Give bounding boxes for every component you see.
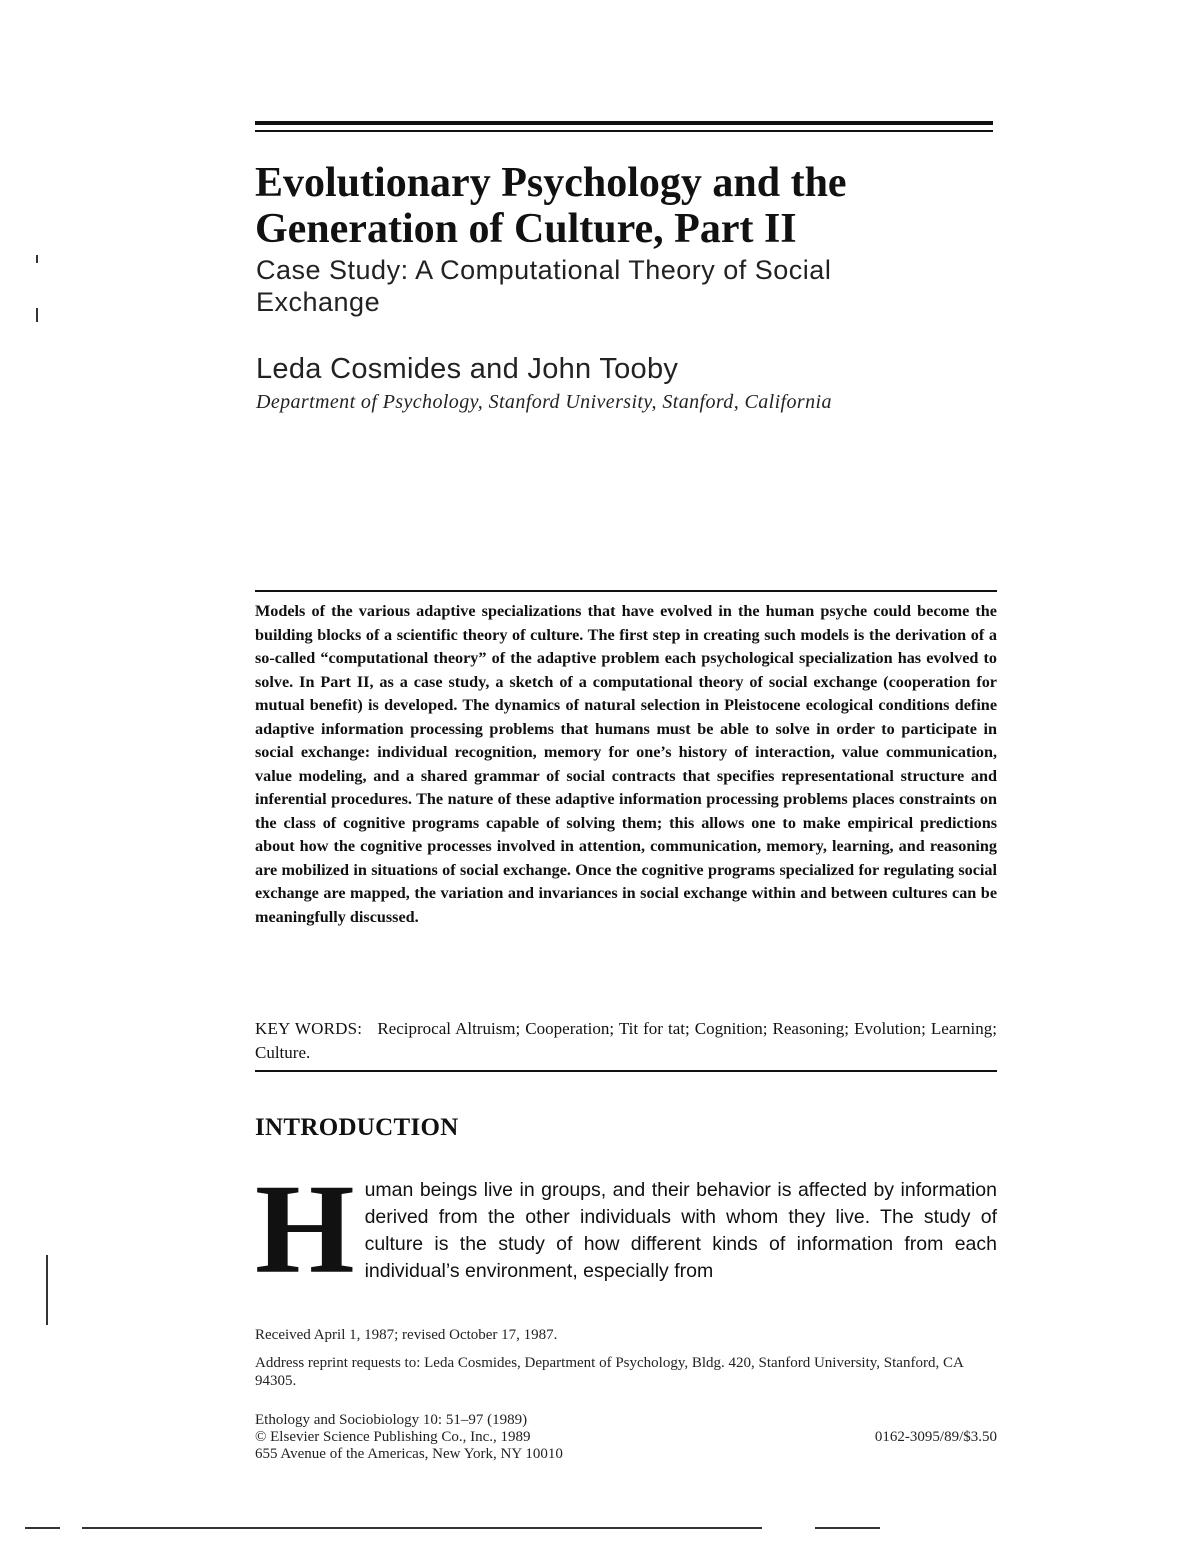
footnotes	[255, 1326, 997, 1400]
journal-citation: Ethology and Sociobiology 10: 51–97 (1989)	[255, 1412, 528, 1428]
abstract-text: Models of the various adaptive specializations that have evolved in the human psyche could become the building blocks of a scientific theory of culture. The first step in creating such models is the derivation of a so-called “computational theory” of the adaptive problem each psychological specialization has evolved to solve. In Part II, as a case study, a sketch of a computational theory of social exchange (cooperation for mutual benefit) is developed. The dynamics of natural selection in Pleistocene ecological conditions define adaptive information processing problems that humans must be able to solve in order to participate in social exchange: individual recognition, memory for one’s history of interaction, value communication, value modeling, and a shared grammar of social contracts that specifies representational structure and inferential procedures. The nature of these adaptive information processing problems places constraints on the class of cognitive programs capable of solving them; this allows one to make empirical predictions about how the cognitive processes involved in attention, communication, memory, learning, and reasoning are mobilized in situations of social exchange. Once the cognitive programs specialized for regulating social exchange are mapped, the variation and invariances in social exchange within and between cultures can be meaningfully discussed.	[255, 602, 997, 926]
section-heading-introduction: INTRODUCTION	[255, 1114, 459, 1141]
abstract-top-rule	[255, 590, 997, 592]
subtitle-line-1: Case Study: A Computational Theory of Social	[256, 255, 832, 285]
drop-cap: H	[255, 1158, 355, 1300]
publisher-address: 655 Avenue of the Americas, New York, NY 10010	[255, 1446, 563, 1462]
scan-artifact-bottom-line-3	[815, 1527, 880, 1529]
scan-artifact-bottom-line-1	[25, 1527, 60, 1529]
keywords-label: KEY WORDS:	[255, 1019, 363, 1038]
introduction-paragraph	[255, 1158, 997, 1300]
scan-artifact-left-mark-2	[36, 308, 38, 322]
introduction-text: uman beings live in groups, and their behavior is affected by information derived from the other individuals with whom they live. The study of culture is the study of how different kinds of information from each individual’s environment, especially from	[364, 1179, 997, 1282]
scan-artifact-bottom-line-2	[82, 1527, 762, 1529]
issn: 0162-3095/89/$3.50	[874, 1429, 997, 1445]
article-title	[255, 160, 1015, 252]
authors: Leda Cosmides and John Tooby	[256, 353, 679, 385]
scan-artifact-left-mark-1	[36, 255, 38, 263]
reprint-address: Address reprint requests to: Leda Cosmides, Department of Psychology, Bldg. 420, Stanford University, Stanford, CA 94305.	[255, 1355, 963, 1389]
publication-info	[255, 1412, 997, 1463]
affiliation: Department of Psychology, Stanford University, Stanford, California	[256, 391, 832, 413]
scan-artifact-left-mark-3	[46, 1255, 48, 1325]
top-rule-thin	[255, 130, 993, 132]
article-subtitle	[256, 254, 956, 318]
copyright: © Elsevier Science Publishing Co., Inc., 1989	[255, 1429, 531, 1445]
subtitle-line-2: Exchange	[256, 287, 381, 317]
copyright-row	[255, 1429, 997, 1446]
received-dates: Received April 1, 1987; revised October 17, 1987.	[255, 1327, 558, 1343]
top-rule-thick	[255, 121, 993, 125]
title-line-1: Evolutionary Psychology and the	[255, 160, 847, 206]
keywords-list: Reciprocal Altruism; Cooperation; Tit for tat; Cognition; Reasoning; Evolution; Learning; Culture.	[255, 1019, 997, 1062]
keywords	[255, 1017, 997, 1065]
abstract-bottom-rule	[255, 1070, 997, 1072]
title-line-2: Generation of Culture, Part II	[255, 206, 797, 252]
